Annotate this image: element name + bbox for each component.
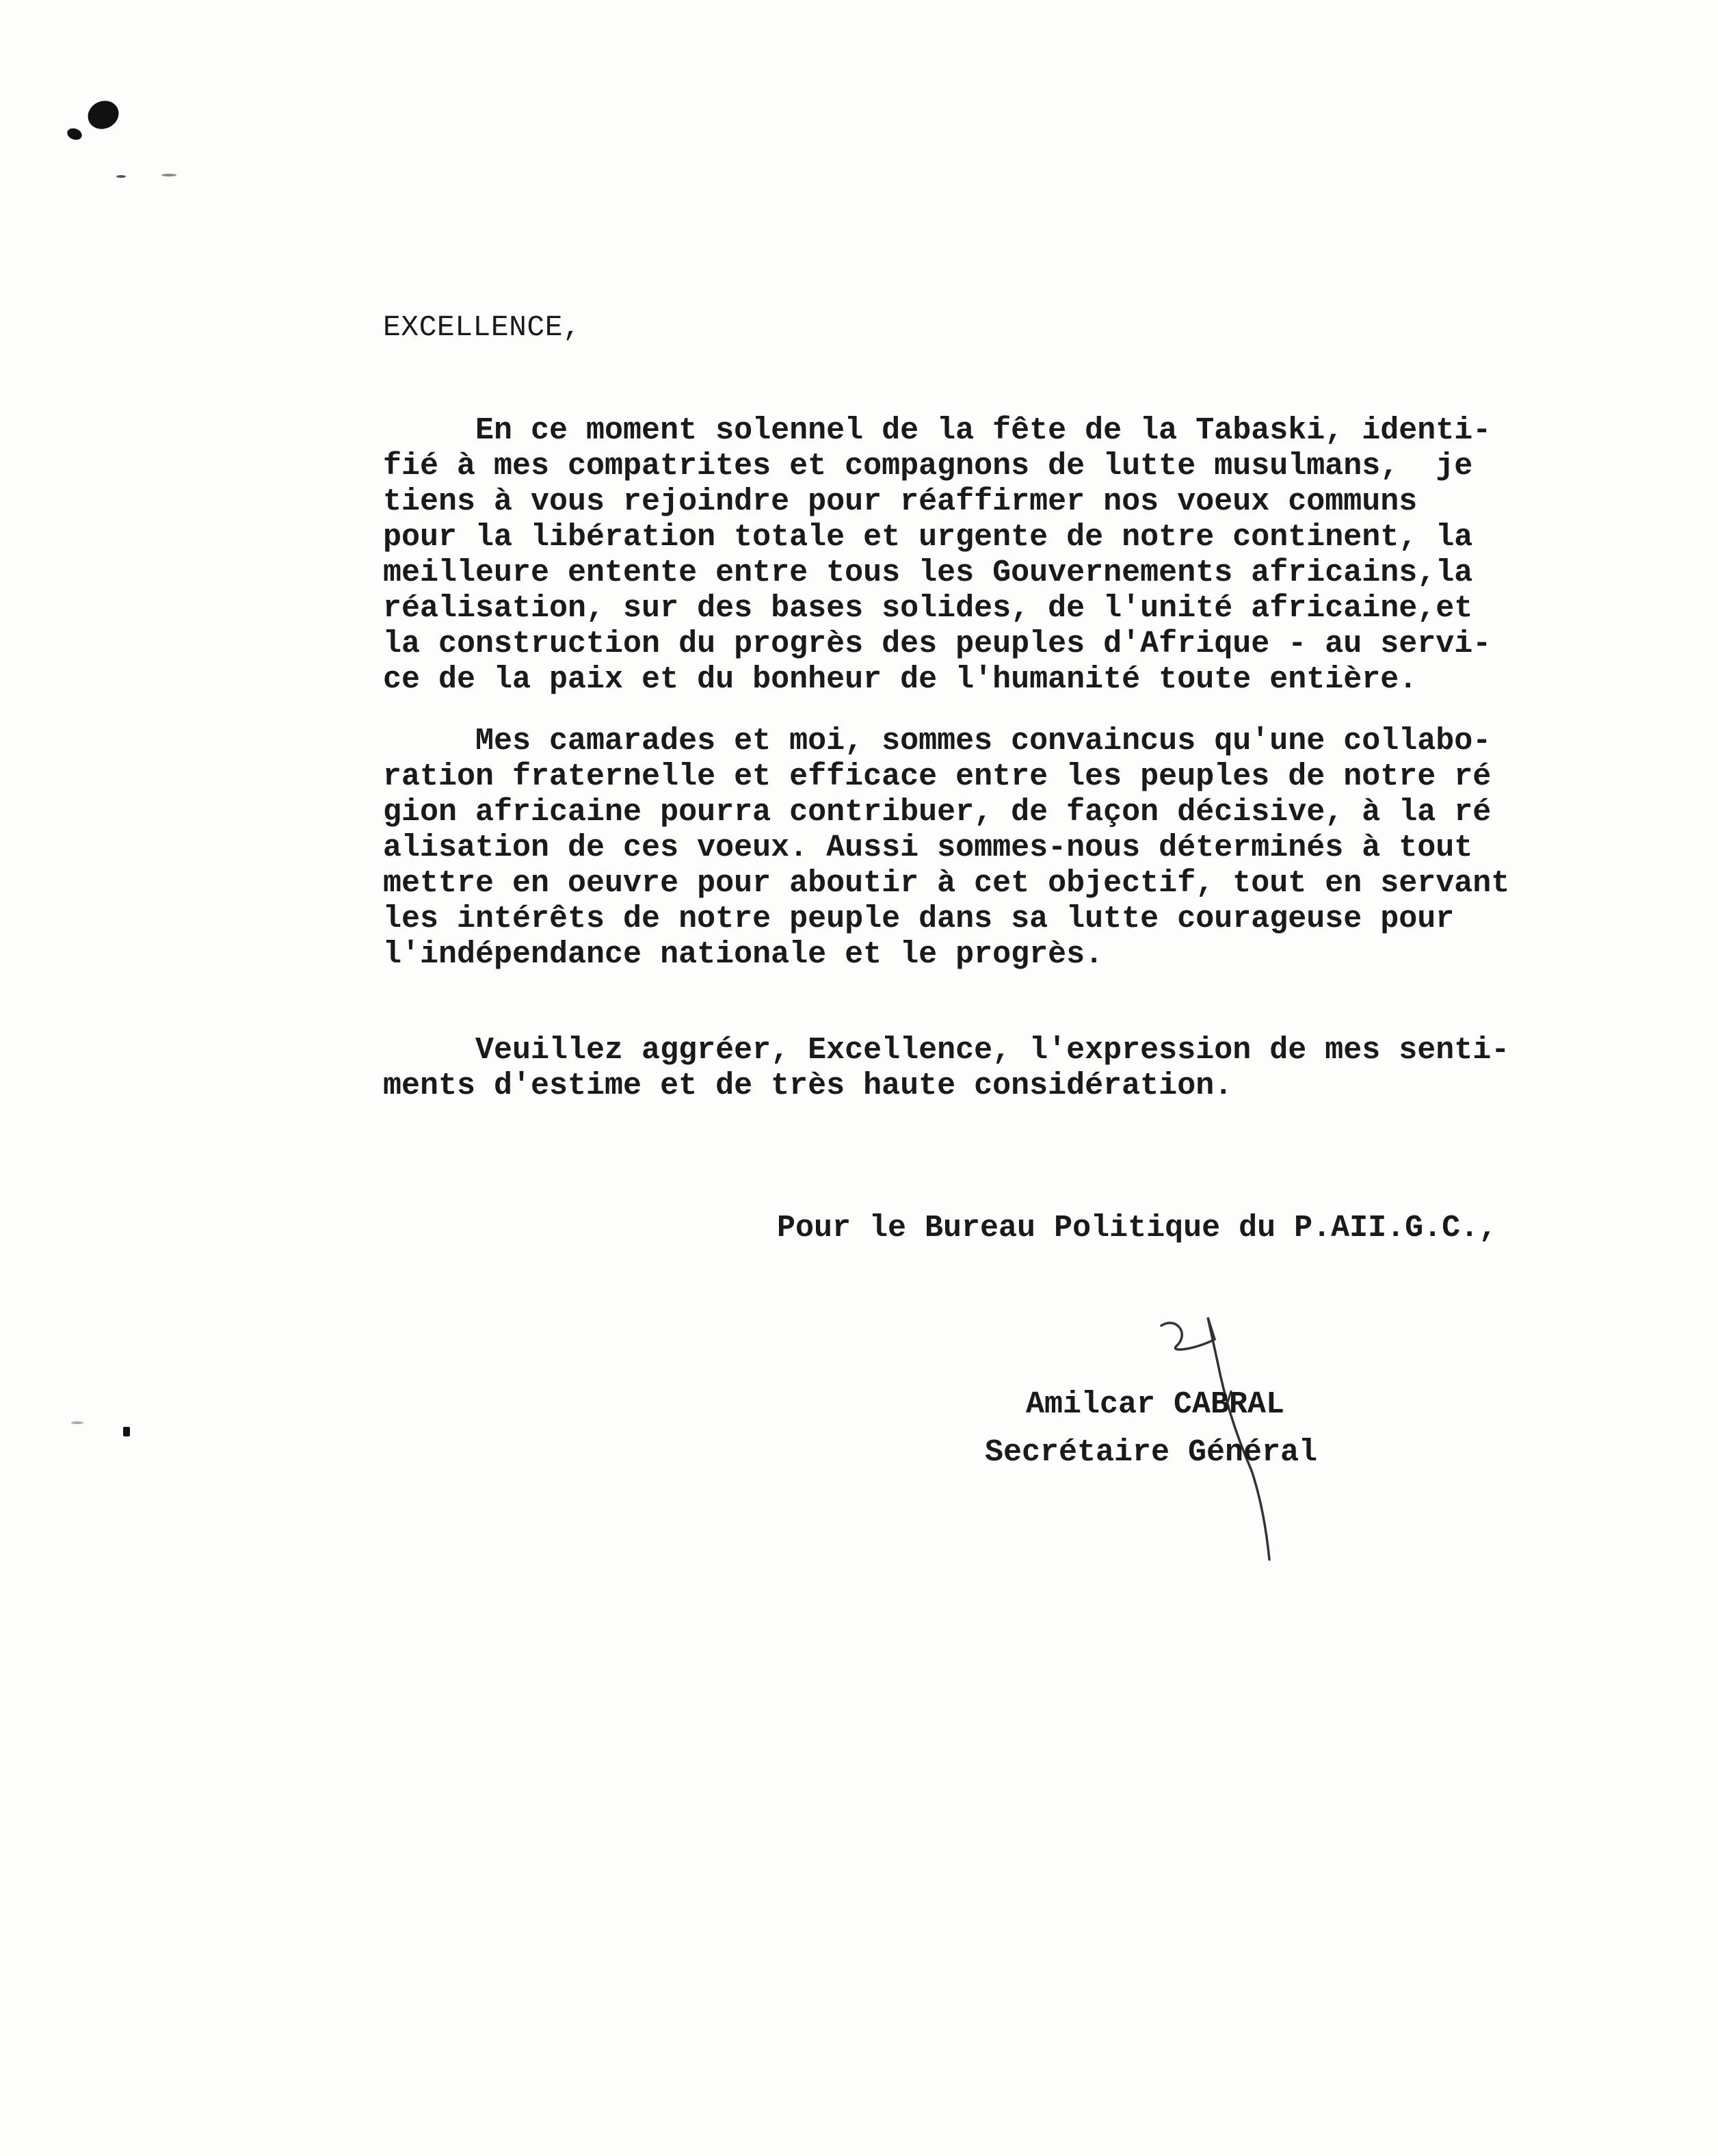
closing-line: Pour le Bureau Politique du P.AII.G.C., — [777, 1211, 1498, 1246]
paragraph-3: Veuillez aggréer, Excellence, l'expression de mes senti- ments d'estime et de très haute considération. — [383, 1033, 1510, 1103]
paragraph-1: En ce moment solennel de la fête de la Tabaski, identi- fié à mes compatrites et compagnons de lutte musulmans, je tiens à vous rejoindre pour réaffirmer nos voeux communs pour la libération totale et urgente de notre continent, la meilleure entente entre tous les Gouvernements africains,la réalisation, sur des bases solides, de l'unité africaine,et la construction du progrès des peuples d'Afrique - au servi- ce de la paix et du bonheur de l'humanité toute entière. — [383, 413, 1492, 697]
ink-speck — [161, 174, 176, 176]
signer-name: Amilcar CABRAL — [1026, 1387, 1285, 1422]
ink-blot — [66, 127, 83, 142]
ink-speck — [116, 175, 126, 178]
ink-speck — [71, 1421, 83, 1424]
paragraph-2: Mes camarades et moi, sommes convaincus qu'une collabo- ration fraternelle et efficace entre les peuples de notre ré gion africaine pourra contribuer, de façon décisive, à la ré alisation de ces voeux. Aussi sommes-nous déterminés à tout mettre en oeuvre pour aboutir à cet objectif, tout en servant les intérêts de notre peuple dans sa lutte courageuse pour l'indépendance nationale et le progrès. — [383, 724, 1510, 972]
salutation: EXCELLENCE, — [383, 311, 581, 344]
ink-speck — [123, 1427, 130, 1436]
signer-title: Secrétaire Général — [985, 1435, 1318, 1470]
ink-blot — [83, 96, 124, 134]
